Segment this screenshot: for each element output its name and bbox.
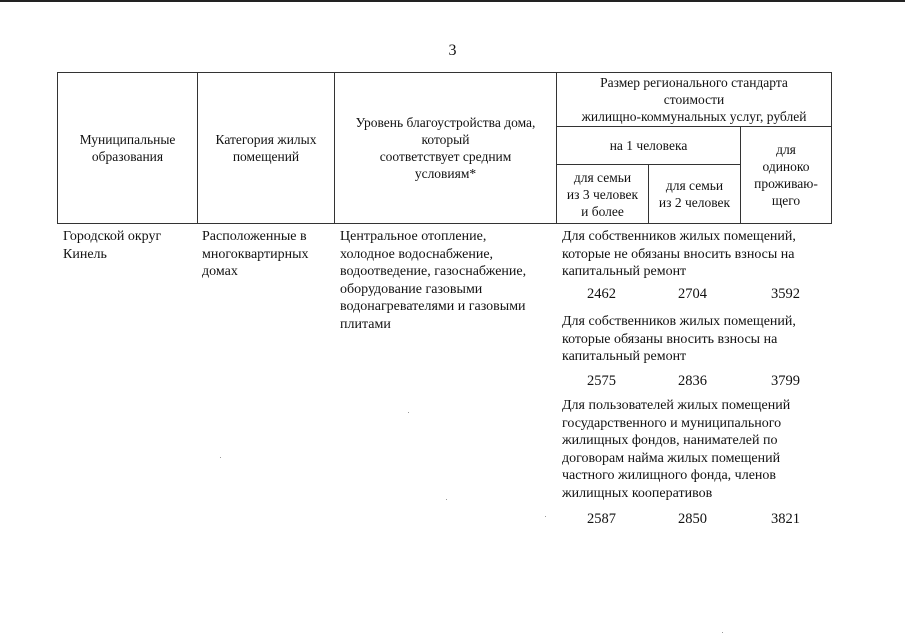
scan-speck: [722, 632, 723, 633]
group-3-value-family2: 2850: [678, 511, 707, 527]
row-category: [202, 228, 309, 281]
group-1-label: [562, 228, 796, 281]
row-category-line: домах: [202, 264, 238, 279]
scan-speck: [220, 457, 221, 458]
group-label-line: договорам найма жилых помещений: [562, 450, 781, 466]
header-size-line: жилищно-коммунальных услуг, рублей: [581, 109, 807, 124]
row-category-line: многоквартирных: [202, 246, 309, 262]
group-2-value-family2: 2836: [678, 373, 707, 389]
header-municipal: [57, 72, 197, 224]
group-1-value-single: 3592: [771, 286, 800, 302]
header-level-line: который: [421, 132, 470, 147]
header-family3-line: для семьи: [573, 169, 632, 185]
scan-speck: [545, 516, 546, 517]
group-label-line: капитальный ремонт: [562, 264, 687, 279]
row-level-line: плитами: [340, 316, 391, 332]
header-per-person-text: на 1 человека: [609, 138, 688, 153]
header-size-line: стоимости: [663, 92, 725, 107]
header-single-line: проживаю-: [754, 176, 818, 191]
header-family3-line: из 3 человек: [566, 186, 639, 202]
header-single-line: для: [776, 142, 796, 157]
group-3-value-family3: 2587: [587, 511, 616, 527]
group-label-line: Для собственников жилых помещений,: [562, 314, 796, 329]
row-level-line: водоотведение, газоснабжение,: [340, 264, 527, 279]
row-municipality-line: Городской округ: [63, 229, 162, 244]
header-family2-line: из 2 человек: [658, 195, 731, 210]
group-3-value-single: 3821: [771, 511, 800, 527]
group-label-line: капитальный ремонт: [562, 349, 687, 364]
header-single: [740, 126, 832, 224]
group-2-value-single: 3799: [771, 373, 800, 389]
group-label-line: которые обязаны вносить взносы на: [562, 331, 778, 347]
group-label-line: которые не обязаны вносить взносы на: [562, 246, 795, 262]
row-municipality: [63, 228, 161, 263]
header-single-line: одиноко: [762, 159, 810, 174]
header-municipal-line: Муниципальные: [79, 132, 176, 147]
header-family2-line: для семьи: [665, 178, 724, 193]
row-level-line: водонагревателями и газовыми: [340, 299, 526, 314]
group-3-label: [562, 397, 790, 502]
group-1-value-family2: 2704: [678, 286, 707, 302]
scan-speck: [408, 412, 409, 413]
header-per-person: [556, 126, 740, 164]
header-family3-line: и более: [581, 203, 624, 219]
header-family2: [648, 164, 740, 224]
row-level-line: Центральное отопление,: [340, 229, 487, 244]
header-level-line: Уровень благоустройства дома,: [355, 115, 536, 130]
row-level-line: оборудование газовыми: [340, 281, 483, 297]
header-size-line: Размер регионального стандарта: [600, 75, 788, 90]
group-2-label: [562, 313, 796, 366]
group-2-value-family3: 2575: [587, 373, 616, 389]
header-category-line: Категория жилых: [215, 132, 317, 147]
header-level: [334, 72, 556, 224]
row-level: [340, 228, 526, 333]
group-label-line: Для пользователей жилых помещений: [562, 398, 791, 413]
row-level-line: холодное водоснабжение,: [340, 246, 494, 262]
header-municipal-line: образования: [91, 149, 164, 164]
header-family3: [556, 164, 648, 224]
row-municipality-line: Кинель: [63, 246, 107, 262]
group-label-line: жилищных фондов, нанимателей по: [562, 433, 778, 448]
group-label-line: государственного и муниципального: [562, 415, 782, 431]
top-border-line: [0, 0, 905, 2]
header-level-line: условиям*: [414, 166, 477, 181]
header-level-line: соответствует средним: [379, 149, 512, 164]
group-1-value-family3: 2462: [587, 286, 616, 302]
row-category-line: Расположенные в: [202, 229, 307, 244]
group-label-line: жилищных кооперативов: [562, 485, 713, 501]
header-category: [197, 72, 334, 224]
scan-speck: [446, 499, 447, 500]
group-label-line: частного жилищного фонда, членов: [562, 468, 777, 483]
header-size: [556, 72, 832, 126]
header-category-line: помещений: [232, 149, 300, 164]
header-single-line: щего: [771, 193, 801, 208]
page-number: 3: [448, 42, 457, 59]
group-label-line: Для собственников жилых помещений,: [562, 229, 796, 244]
